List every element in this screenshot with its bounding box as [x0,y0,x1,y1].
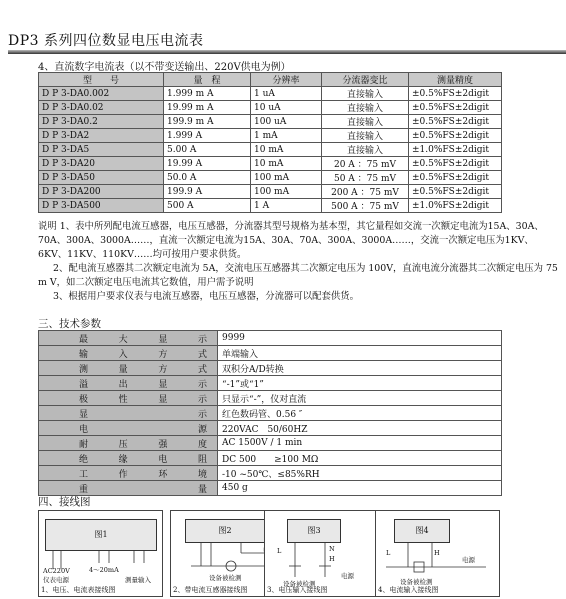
cell-shunt-ratio: 50 A ：75 mV [322,171,409,185]
note-2: 2、配电流互感器其二次额定电流为 5A，交流电压互感器其二次额定电压为 100V，直流电流分流器其二次额定电压为 75 m V，如二次额定电压电流其它数值，用户需予说明 [38,263,558,288]
table-row [39,421,502,436]
param-name: 测量方式 [39,361,218,376]
cell-model: D P 3-DA0.2 [39,115,164,129]
cell-resolution: 10 uA [251,101,322,115]
param-value: DC 500 ≥100 MΩ [218,451,502,466]
cell-range: 199.9 m A [164,115,251,129]
cell-resolution: 100 mA [251,171,322,185]
table-row [39,346,502,361]
param-value: 红色数码管、0.56 ″ [218,406,502,421]
cell-model: D P 3-DA0.002 [39,87,164,101]
diagram-label: 电源 [462,556,475,564]
cell-shunt-ratio: 直接输入 [322,143,409,157]
cell-shunt-ratio: 20 A ：75 mV [322,157,409,171]
meter-box [45,519,157,551]
cell-accuracy: ±0.5%FS±2digit [409,185,502,199]
table-row [39,436,502,451]
section-4-title: 4、直流数字电流表（以不带变送输出、220V供电为例） [38,62,291,73]
param-name: 溢出显示 [39,376,218,391]
cell-shunt-ratio: 直接输入 [322,129,409,143]
param-value: -10 ~50℃、≤85%RH [218,466,502,481]
wiring-diagram-4 [375,510,500,597]
diagram-label: 设备被检测 [400,578,433,586]
table-header-row [39,73,502,87]
page-header [0,0,566,50]
cell-accuracy: ±0.5%FS±2digit [409,129,502,143]
diagram-caption: 2、带电流互感器接线图 [173,586,248,594]
diagram-label: 测量输入 [125,576,151,584]
diagram-caption: 1、电压、电流表接线图 [41,586,116,594]
header-rule [8,50,566,54]
diagram-label: 仪表电源 [43,576,69,584]
table-row [39,101,502,115]
box-label: 图2 [218,526,232,535]
param-value: 220VAC 50/60HZ [218,421,502,436]
cell-resolution: 100 uA [251,115,322,129]
tech-params-table [38,330,502,496]
box-label: 图4 [415,526,429,535]
cell-shunt-ratio: 200 A ：75 mV [322,185,409,199]
box-label: 图3 [307,526,321,535]
col-header-range: 量 程 [164,73,251,87]
param-name: 最大显示 [39,331,218,346]
cell-accuracy: ±0.5%FS±2digit [409,87,502,101]
wiring-diagram-3 [264,510,389,597]
section-wiring-title: 四、接线图 [38,496,91,508]
diagram-label: 设备被检测 [209,574,242,582]
cell-accuracy: ±0.5%FS±2digit [409,115,502,129]
cell-range: 500 A [164,199,251,213]
cell-resolution: 1 uA [251,87,322,101]
cell-range: 5.00 A [164,143,251,157]
param-value: 只显示“-”，仪对直流 [218,391,502,406]
param-name: 重量 [39,481,218,496]
cell-resolution: 1 A [251,199,322,213]
cell-model: D P 3-DA500 [39,199,164,213]
param-name: 耐压强度 [39,436,218,451]
cell-model: D P 3-DA5 [39,143,164,157]
param-name: 显示 [39,406,218,421]
cell-range: 19.99 A [164,157,251,171]
page-title: DP3 系列四位数显电压电流表 [8,33,204,49]
param-value: 9999 [218,331,502,346]
table-row [39,143,502,157]
param-name: 电源 [39,421,218,436]
col-header-model: 型 号 [39,73,164,87]
table-row [39,185,502,199]
cell-accuracy: ±1.0%FS±2digit [409,199,502,213]
diagram-caption: 4、电流输入接线图 [378,586,439,594]
table-row [39,451,502,466]
cell-model: D P 3-DA0.02 [39,101,164,115]
cell-shunt-ratio: 直接输入 [322,101,409,115]
param-value: 单端输入 [218,346,502,361]
cell-shunt-ratio: 500 A ：75 mV [322,199,409,213]
diagram-label: AC220V [43,567,70,575]
cell-model: D P 3-DA50 [39,171,164,185]
col-header-shunt-ratio: 分流器变比 [322,73,409,87]
cell-resolution: 10 mA [251,143,322,157]
meter-box [394,519,450,543]
cell-shunt-ratio: 直接输入 [322,115,409,129]
diagram-label: N [329,545,335,553]
param-value: “-1”或“1” [218,376,502,391]
cell-shunt-ratio: 直接输入 [322,87,409,101]
param-value: 450 g [218,481,502,496]
table-row [39,129,502,143]
table-row [39,87,502,101]
diagram-label: L [277,547,282,555]
diagram-label: H [329,555,335,563]
cell-resolution: 1 mA [251,129,322,143]
meter-box [287,519,341,543]
table-row [39,157,502,171]
cell-resolution: 10 mA [251,157,322,171]
section-3-title: 三、技术参数 [38,318,101,330]
table-row [39,406,502,421]
param-name: 绝缘电阻 [39,451,218,466]
table-row [39,376,502,391]
cell-range: 199.9 A [164,185,251,199]
box-label: 图1 [94,530,108,539]
cell-range: 1.999 m A [164,87,251,101]
cell-accuracy: ±0.5%FS±2digit [409,101,502,115]
note-3: 3、根据用户要求仪表与电流互感器，电压互感器，分流器可以配套供货。 [53,291,359,302]
col-header-resolution: 分辨率 [251,73,322,87]
table-row [39,466,502,481]
diagram-label: L [386,549,391,557]
diagram-label: 4～20mA [89,566,119,574]
diagram-label: H [434,549,440,557]
param-name: 工作环境 [39,466,218,481]
param-name: 输入方式 [39,346,218,361]
cell-model: D P 3-DA200 [39,185,164,199]
diagram-label: 设备被检测 [283,580,316,588]
dc-ammeter-spec-table [38,72,502,213]
cell-model: D P 3-DA2 [39,129,164,143]
table-row [39,115,502,129]
note-1: 说明 1、表中所列配电流互感器，电压互感器，分流器其型号规格为基本型，其它量程如交流一次额定电流为15A、30A、70A、300A、3000A……，直流一次额定电流为15A、30A、70A、300A、3000A……，交流一次额定电压为1KV、6KV、11KV、110KV……均可按用户要求供货。 [38,221,544,260]
meter-box [185,519,265,543]
cell-model: D P 3-DA20 [39,157,164,171]
cell-range: 19.99 m A [164,101,251,115]
cell-range: 50.0 A [164,171,251,185]
param-value: AC 1500V / 1 min [218,436,502,451]
table-row [39,361,502,376]
cell-accuracy: ±0.5%FS±2digit [409,157,502,171]
param-value: 双积分A/D转换 [218,361,502,376]
param-name: 极性显示 [39,391,218,406]
table-row [39,391,502,406]
cell-resolution: 100 mA [251,185,322,199]
table-row [39,199,502,213]
cell-range: 1.999 A [164,129,251,143]
cell-accuracy: ±1.0%FS±2digit [409,143,502,157]
col-header-accuracy: 测量精度 [409,73,502,87]
diagram-label: 电源 [341,572,354,580]
cell-accuracy: ±0.5%FS±2digit [409,171,502,185]
notes-block [38,220,558,304]
table-row [39,481,502,496]
wiring-diagram-1 [38,510,163,597]
diagram-caption: 3、电压输入接线图 [267,586,328,594]
table-row [39,171,502,185]
table-row [39,331,502,346]
